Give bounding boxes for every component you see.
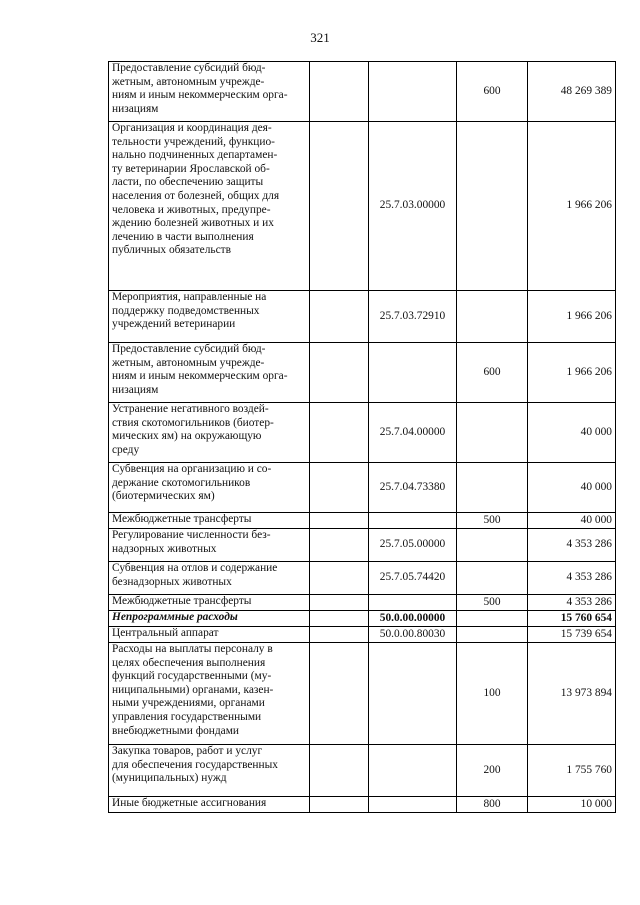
row-amount: 15 760 654 <box>528 611 616 627</box>
row-code: 50.0.00.80030 <box>369 627 457 643</box>
row-empty-cell <box>310 529 369 562</box>
row-empty-cell <box>310 403 369 463</box>
row-empty-cell <box>310 62 369 122</box>
row-type <box>457 627 528 643</box>
budget-table <box>108 61 616 813</box>
table-row <box>109 122 616 291</box>
row-amount: 1 966 206 <box>528 291 616 343</box>
row-name: Расходы на выплаты персоналу в целях обеспечения выполнения функций государственными (му- ниципальными) органами, казен- ными учреждениями, органами управления государственными внебюджетными фондами <box>109 643 310 745</box>
row-amount: 40 000 <box>528 463 616 513</box>
row-code <box>369 797 457 813</box>
row-amount: 40 000 <box>528 403 616 463</box>
row-amount: 4 353 286 <box>528 562 616 595</box>
row-code <box>369 595 457 611</box>
row-name: Мероприятия, направленные на поддержку подведомственных учреждений ветеринарии <box>109 291 310 343</box>
row-name: Субвенция на отлов и содержание безнадзорных животных <box>109 562 310 595</box>
row-code <box>369 343 457 403</box>
row-amount: 4 353 286 <box>528 529 616 562</box>
row-type <box>457 291 528 343</box>
table-row <box>109 513 616 529</box>
row-empty-cell <box>310 627 369 643</box>
row-amount: 1 755 760 <box>528 745 616 797</box>
row-amount: 15 739 654 <box>528 627 616 643</box>
table-row <box>109 463 616 513</box>
row-empty-cell <box>310 463 369 513</box>
row-name: Регулирование численности без- надзорных животных <box>109 529 310 562</box>
table-row <box>109 529 616 562</box>
row-empty-cell <box>310 513 369 529</box>
table-row <box>109 627 616 643</box>
row-empty-cell <box>310 291 369 343</box>
row-type: 600 <box>457 62 528 122</box>
row-empty-cell <box>310 797 369 813</box>
row-code <box>369 62 457 122</box>
row-name: Межбюджетные трансферты <box>109 595 310 611</box>
row-empty-cell <box>310 122 369 291</box>
row-amount: 10 000 <box>528 797 616 813</box>
row-amount: 1 966 206 <box>528 122 616 291</box>
row-code <box>369 745 457 797</box>
row-empty-cell <box>310 611 369 627</box>
row-code: 25.7.04.73380 <box>369 463 457 513</box>
table-row <box>109 595 616 611</box>
table-row <box>109 643 616 745</box>
row-code: 50.0.00.00000 <box>369 611 457 627</box>
row-type: 500 <box>457 595 528 611</box>
row-name: Предоставление субсидий бюд- жетным, автономным учрежде- ниям и иным некоммерческим орга- низациям <box>109 62 310 122</box>
row-type <box>457 562 528 595</box>
row-type <box>457 463 528 513</box>
row-empty-cell <box>310 745 369 797</box>
row-name: Закупка товаров, работ и услуг для обеспечения государственных (муниципальных) нужд <box>109 745 310 797</box>
row-type <box>457 611 528 627</box>
row-name: Иные бюджетные ассигнования <box>109 797 310 813</box>
table-row <box>109 611 616 627</box>
row-amount: 1 966 206 <box>528 343 616 403</box>
row-type: 800 <box>457 797 528 813</box>
budget-table-body <box>109 62 616 813</box>
row-code: 25.7.04.00000 <box>369 403 457 463</box>
row-amount: 4 353 286 <box>528 595 616 611</box>
row-amount: 40 000 <box>528 513 616 529</box>
table-row <box>109 797 616 813</box>
row-name: Предоставление субсидий бюд- жетным, автономным учрежде- ниям и иным некоммерческим орга- низациям <box>109 343 310 403</box>
page-number: 321 <box>310 30 330 45</box>
row-type <box>457 403 528 463</box>
table-row <box>109 403 616 463</box>
row-code: 25.7.05.00000 <box>369 529 457 562</box>
row-type: 100 <box>457 643 528 745</box>
row-type: 500 <box>457 513 528 529</box>
row-empty-cell <box>310 643 369 745</box>
row-empty-cell <box>310 562 369 595</box>
row-name: Непрограммные расходы <box>109 611 310 627</box>
row-code <box>369 513 457 529</box>
table-row <box>109 291 616 343</box>
table-row <box>109 745 616 797</box>
row-empty-cell <box>310 343 369 403</box>
row-name: Субвенция на организацию и со- держание скотомогильников (биотермических ям) <box>109 463 310 513</box>
row-code: 25.7.03.00000 <box>369 122 457 291</box>
row-name: Организация и координация дея- тельности учреждений, функцио- нально подчиненных департамен- ту ветеринарии Ярославской об- ласти, по обеспечению защиты населения от болезней, общих для человека и животных, предупре- ждению болезней животных и их лечению в части выполнения публичных обязательств <box>109 122 310 291</box>
row-name: Центральный аппарат <box>109 627 310 643</box>
row-type <box>457 529 528 562</box>
row-type: 600 <box>457 343 528 403</box>
row-type <box>457 122 528 291</box>
row-amount: 48 269 389 <box>528 62 616 122</box>
row-amount: 13 973 894 <box>528 643 616 745</box>
row-code <box>369 643 457 745</box>
table-row <box>109 343 616 403</box>
row-name: Устранение негативного воздей- ствия скотомогильников (биотер- мических ям) на окружающую среду <box>109 403 310 463</box>
row-code: 25.7.03.72910 <box>369 291 457 343</box>
table-row <box>109 562 616 595</box>
table-row <box>109 62 616 122</box>
row-code: 25.7.05.74420 <box>369 562 457 595</box>
row-type: 200 <box>457 745 528 797</box>
row-empty-cell <box>310 595 369 611</box>
row-name: Межбюджетные трансферты <box>109 513 310 529</box>
